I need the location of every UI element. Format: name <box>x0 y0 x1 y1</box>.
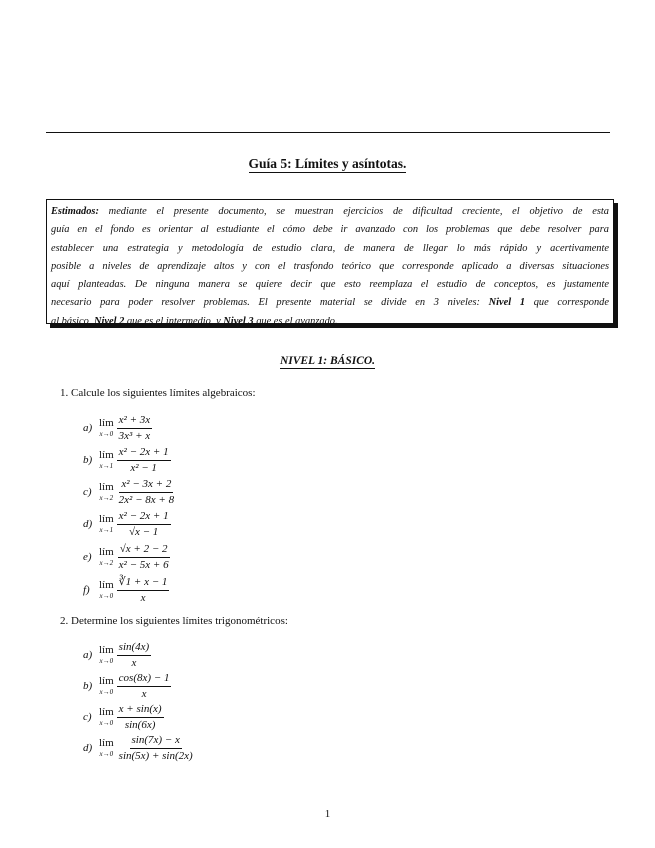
fraction: $\frac{x + \sin(x)}{\sin(6x)}$ <box>118 702 162 731</box>
limit-item: c) lím x→0 $\frac{x + \sin(x)}{\sin(6x)}$ <box>83 702 162 731</box>
fraction: $\frac{\sin(7x) - x}{\sin(5x) + \sin(2x)}$ <box>118 733 193 762</box>
question-2-label: 2. Determine los siguientes límites trigonométricos: <box>60 615 288 627</box>
fraction: $\frac{\text{x² − 3x + 2}}{\text{2x² − 8x + 8}}$ <box>118 477 175 506</box>
fraction: $\frac{\sin(4x)}{x}$ <box>118 640 150 669</box>
limit-item: e) lím x→2 $\frac{√x + 2 - 2}{\text{x² − 5x + 6}}$ <box>83 542 169 571</box>
limit-item: d) lím x→1 $\frac{\text{x² − 2x + 1}}{√x - 1}$ <box>83 509 169 538</box>
fraction: $\frac{\text{x² − 2x + 1}}{√x - 1}$ <box>118 509 169 538</box>
page-number: 1 <box>324 808 331 820</box>
intro-line: aquí planteadas. De ninguna manera se quiere decir que esto reemplaza el estudio de conceptos, es justamente <box>51 279 609 291</box>
intro-line: establecer una estrategia y metodología de estudio clara, de manera de llegar lo más rápido y acertivamente <box>51 242 609 254</box>
fraction: $\frac{∛1 + x - 1}{x}$ <box>118 575 168 604</box>
intro-line: guía en el fondo es orientar al estudiante el cómo debe ir avanzado con los problemas que debe resolver para <box>51 224 609 236</box>
limit-item: d) lím x→0 $\frac{\sin(7x) - x}{\sin(5x) + \sin(2x)}$ <box>83 733 193 762</box>
level-title: NIVEL 1: BÁSICO. <box>279 355 376 367</box>
fraction: $\frac{√x + 2 - 2}{\text{x² − 5x + 6}}$ <box>118 542 169 571</box>
intro-line: necesario para poder resolver problemas. El presente material se divide en 3 niveles: Nivel 1 que corresponde <box>51 297 609 309</box>
limit-item: b) lím x→0 $\frac{\cos(8x) - 1}{x}$ <box>83 671 170 700</box>
page-title: Guía 5: Límites y asíntotas. <box>248 156 407 171</box>
header-rule <box>46 132 610 133</box>
question-1-label: 1. Calcule los siguientes límites algebraicos: <box>60 387 256 399</box>
fraction: $\frac{\text{x² + 3x}}{\text{3x³ + x}}$ <box>118 413 151 442</box>
intro-box <box>46 199 614 327</box>
limit-item: a) lím x→0 $\frac{\text{x² + 3x}}{\text{3x³ + x}}$ <box>83 413 151 442</box>
limit-item: f) lím x→0 $\frac{∛1 + x - 1}{x}$ <box>83 575 168 604</box>
intro-line: al básico, Nivel 2 que es el intermedio, y Nivel 3 que es el avanzado. <box>51 315 338 327</box>
limit-item: a) lím x→0 $\frac{\sin(4x)}{x}$ <box>83 640 150 669</box>
limit-item: b) lím x→1 $\frac{\text{x² − 2x + 1}}{\text{x² − 1}}$ <box>83 445 169 474</box>
intro-line: posible a niveles de aprendizaje altos y con el trasfondo teórico que corresponde aplicado a diversas situaciones <box>51 260 609 272</box>
fraction: $\frac{\cos(8x) - 1}{x}$ <box>118 671 170 700</box>
limit-item: c) lím x→2 $\frac{\text{x² − 3x + 2}}{\text{2x² − 8x + 8}}$ <box>83 477 175 506</box>
fraction: $\frac{\text{x² − 2x + 1}}{\text{x² − 1}}$ <box>118 445 169 474</box>
intro-line: Estimados: mediante el presente documento, se muestran ejercicios de dificultad creciente, el objetivo de esta <box>51 206 609 217</box>
